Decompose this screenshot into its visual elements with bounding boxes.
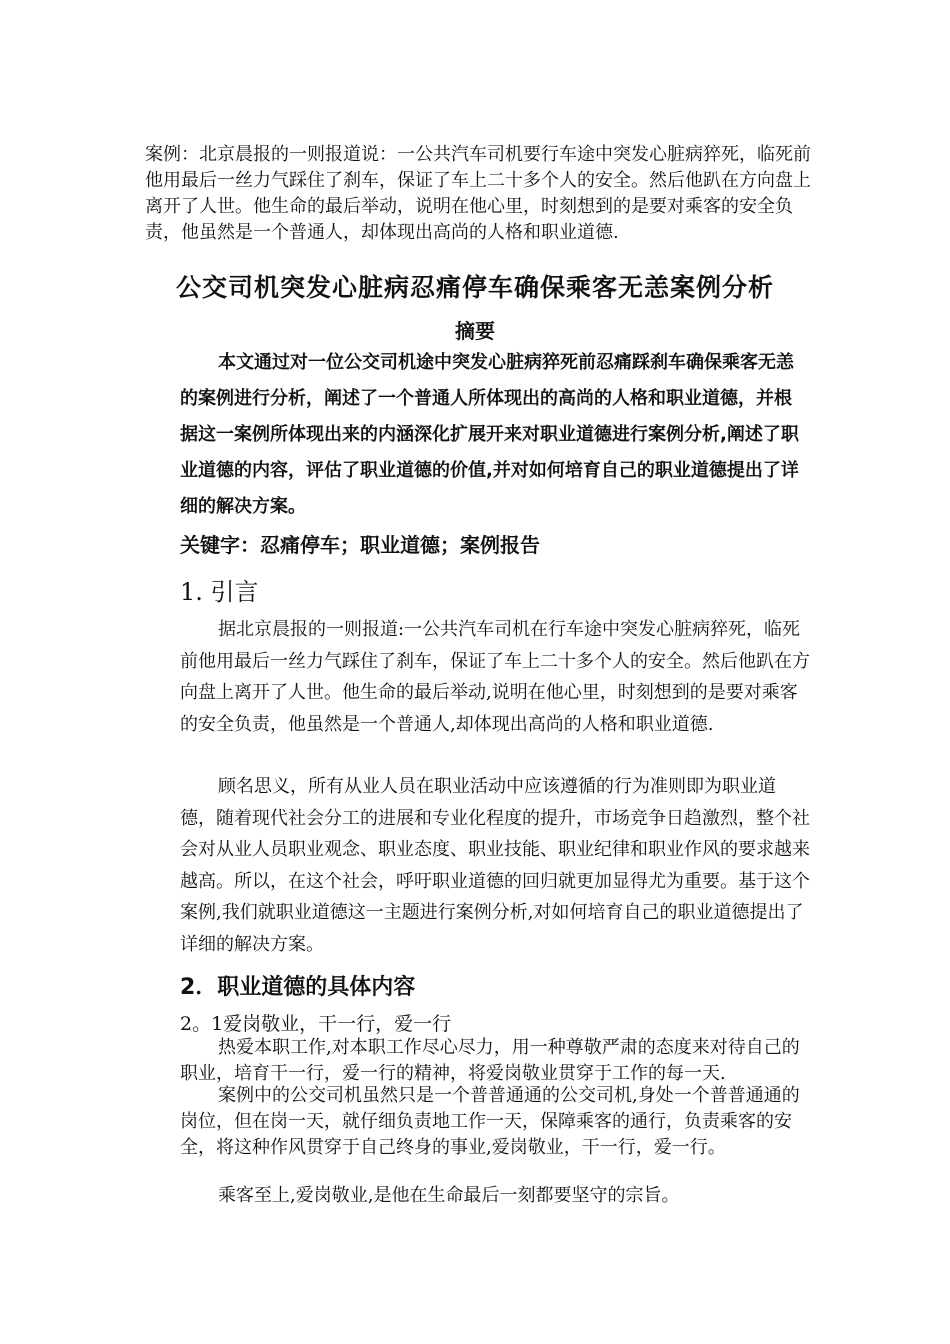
section-2-1-heading: 2。1爱岗敬业，干一行，爱一行 — [180, 1013, 452, 1035]
intro-case-paragraph: 案例：北京晨报的一则报道说：一公共汽车司机要行车途中突发心脏病猝死，临死前他用最后一丝力气踩住了刹车，保证了车上二十多个人的安全。然后他趴在方向盘上离开了人世。他生命的最后举动，说明在他心里，时刻想到的是要对乘客的安全负责，他虽然是一个普通人，却体现出高尚的人格和职业道德. — [145, 144, 811, 243]
section-2-1-paragraph-3: 乘客至上,爱岗敬业,是他在生命最后一刻都要坚守的宗旨。 — [218, 1185, 680, 1206]
abstract-body: 本文通过对一位公交司机途中突发心脏病猝死前忍痛踩刹车确保乘客无恙的案例进行分析，阐述了一个普通人所体现出的高尚的人格和职业道德，并根据这一案例所体现出来的内涵深化扩展开来对职业道德进行案例分析,阐述了职业道德的内容，评估了职业道德的价值,并对如何培育自己的职业道德提出了详细的解决方案。 — [180, 352, 799, 517]
section-2-1-paragraph-2: 案例中的公交司机虽然只是一个普普通通的公交司机,身处一个普普通通的岗位，但在岗一天，就仔细负责地工作一天，保障乘客的通行，负责乘客的安全，将这种作风贯穿于自己终身的事业,爱岗敬业，干一行，爱一行。 — [180, 1085, 800, 1158]
section-2-heading: 2．职业道德的具体内容 — [180, 975, 416, 1000]
section-1-paragraph-1: 据北京晨报的一则报道:一公共汽车司机在行车途中突发心脏病猝死，临死前他用最后一丝力气踩住了刹车，保证了车上二十多个人的安全。然后他趴在方向盘上离开了人世。他生命的最后举动,说明在他心里，时刻想到的是要对乘客的安全负责，他虽然是一个普通人,却体现出高尚的人格和职业道德. — [180, 619, 810, 735]
section-1-paragraph-2: 顾名思义，所有从业人员在职业活动中应该遵循的行为准则即为职业道德，随着现代社会分工的进展和专业化程度的提升，市场竞争日趋激烈，整个社会对从业人员职业观念、职业态度、职业技能、职业纪律和职业作风的要求越来越高。所以，在这个社会，呼吁职业道德的回归就更加显得尤为重要。基于这个案例,我们就职业道德这一主题进行案例分析,对如何培育自己的职业道德提出了详细的解决方案。 — [180, 776, 810, 955]
section-1-heading: 1. 引言 — [180, 578, 259, 606]
abstract-heading: 摘要 — [455, 319, 495, 343]
keywords-line: 关键字：忍痛停车；职业道德；案例报告 — [180, 533, 540, 557]
document-title: 公交司机突发心脏病忍痛停车确保乘客无恙案例分析 — [175, 273, 774, 302]
section-2-1-paragraph-1: 热爱本职工作,对本职工作尽心尽力，用一种尊敬严肃的态度来对待自己的职业，培育干一行，爱一行的精神，将爱岗敬业贯穿于工作的每一天. — [180, 1037, 800, 1084]
